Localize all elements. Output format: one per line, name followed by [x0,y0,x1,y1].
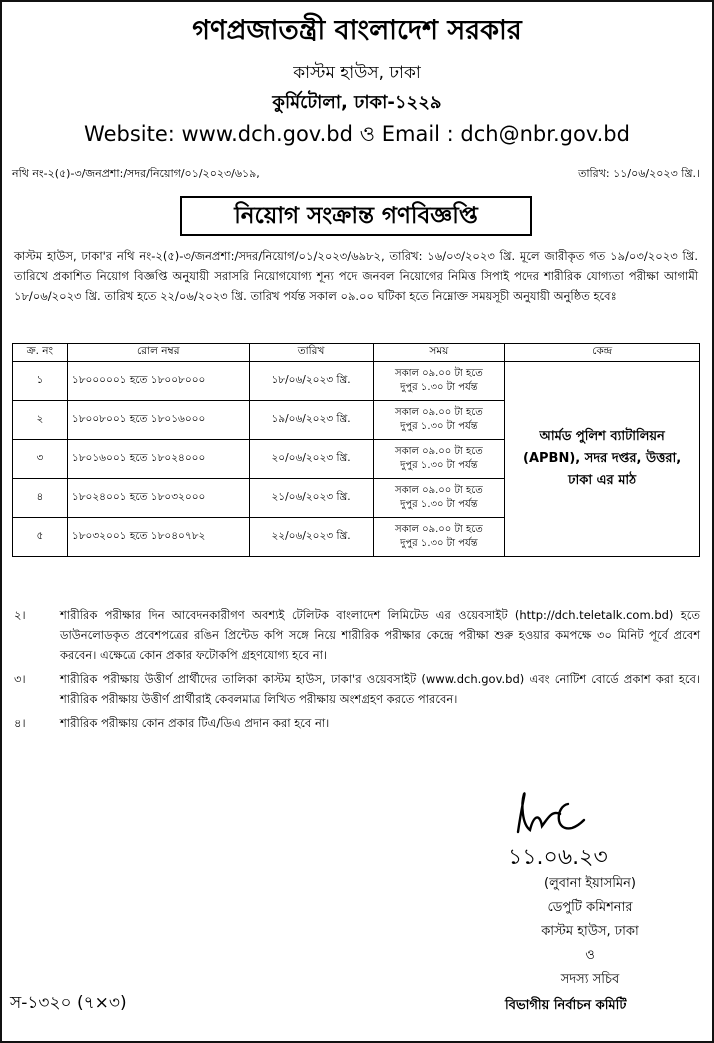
signatory-committee: বিভাগীয় নির্বাচন কমিটি [505,998,627,1013]
schedule-table [12,343,700,557]
notice-title: নিয়োগ সংক্রান্ত গণবিজ্ঞপ্তি [180,196,532,236]
col-roll: রোল নম্বর [67,344,249,362]
row-serial: ৩ [13,440,68,479]
instruction-list [14,605,700,737]
intro-paragraph: কাস্টম হাউস, ঢাকা'র নথি নং-২(৫)-৩/জনপ্রশা:/সদর/নিয়োগ/০১/২০২৩/৬৯৮২, তারিখ: ১৬/০৩/২০২৩ খ্রি. মূলে জারীকৃত গত ১৯/০৩/২০২৩ খ্রি. তারিখে প্রকাশিত নিয়োগ বিজ্ঞপ্তি অনুযায়ী সরাসরি নিয়োগযোগ্য শূন্য পদে জনবল নিয়োগের নিমিত্ত সিপাই পদের শারীরিক যোগ্যতা পরীক্ষা আগামী ১৮/০৬/২০২৩ খ্রি. তারিখ হতে ২২/০৬/২০২৩ খ্রি. তারিখ পর্যন্ত সকাল ০৯.০০ ঘটিকা হতে নিম্নোক্ত সময়সূচী অনুযায়ী অনুষ্ঠিত হবেঃ [14,249,698,303]
signatory-role: সদস্য সচিব [560,972,620,987]
memo-date: তারিখ: ১১/০৬/২০২৩ খ্রি.। [578,167,700,180]
item-number: ২। [14,608,26,622]
item-text: শারীরিক পরীক্ষার দিন আবেদনকারীগণ অবশ্যই টেলিটক বাংলাদেশ লিমিটেড এর ওয়েবসাইট (http://dch.teletalk.com.bd) হতে ডাউনলোডকৃত প্রবেশপত্রের রঙিন প্রিন্টেড কপি সঙ্গে নিয়ে শারীরিক পরীক্ষার কেন্দ্রে পরীক্ষা শুরু হওয়ার কমপক্ষে ৩০ মিনিট পূর্বে প্রবেশ করবেন। এক্ষেত্রে কোন প্রকার ফটোকপি গ্রহণযোগ্য হবে না। [60,608,700,662]
list-item [14,713,700,733]
exam-center: আর্মড পুলিশ ব্যাটালিয়ন (APBN), সদর দপ্তর, উত্তরা, ঢাকা এর মাঠ [505,362,700,557]
signature-date: ১১.০৬.২৩ [508,845,608,870]
row-time [373,518,505,557]
signatory-name: (লুবানা ইয়াসমিন) [544,876,636,891]
list-item [14,669,700,709]
row-roll: ১৮০১৬০০১ হতে ১৮০২৪০০০ [67,440,249,479]
col-date: তারিখ [249,344,373,362]
time-end: দুপুর ১.৩০ টা পর্যন্ত [400,460,478,471]
office-name: কাস্টম হাউস, ঢাকা [293,63,421,83]
handwritten-signature [512,784,592,840]
time-start: সকাল ০৯.০০ টা হতে [394,407,483,418]
time-end: দুপুর ১.৩০ টা পর্যন্ত [400,499,478,510]
col-serial: ক্র. নং [13,344,68,362]
row-serial: ১ [13,362,68,401]
col-time: সময় [373,344,505,362]
row-date: ২১/০৬/২০২৩ খ্রি. [249,479,373,518]
row-roll: ১৮০২৪০০১ হতে ১৮০৩২০০০ [67,479,249,518]
col-center: কেন্দ্র [505,344,700,362]
signatory-office: কাস্টম হাউস, ঢাকা [541,924,639,939]
row-roll: ১৮০০৮০০১ হতে ১৮০১৬০০০ [67,401,249,440]
row-serial: ৫ [13,518,68,557]
row-date: ২০/০৬/২০২৩ খ্রি. [249,440,373,479]
signatory-block [480,872,700,992]
time-end: দুপুর ১.৩০ টা পর্যন্ত [400,382,478,393]
list-item [14,605,700,665]
contact-line: Website: www.dch.gov.bd ও Email : dch@nbr.gov.bd [84,122,630,146]
row-time [373,440,505,479]
row-time [373,401,505,440]
row-serial: ৪ [13,479,68,518]
row-date: ১৮/০৬/২০২৩ খ্রি. [249,362,373,401]
time-start: সকাল ০৯.০০ টা হতে [394,368,483,379]
time-end: দুপুর ১.৩০ টা পর্যন্ত [400,421,478,432]
print-code: স-১৩২০ (৭×৩) [10,993,127,1013]
row-date: ১৯/০৬/২০২৩ খ্রি. [249,401,373,440]
row-time [373,362,505,401]
time-start: সকাল ০৯.০০ টা হতে [394,446,483,457]
table-row [13,362,700,401]
time-end: দুপুর ১.৩০ টা পর্যন্ত [400,538,478,549]
item-number: ৩। [14,672,26,686]
row-roll: ১৮০০০০০১ হতে ১৮০০৮০০০ [67,362,249,401]
signatory-designation: ডেপুটি কমিশনার [547,900,633,915]
time-start: সকাল ০৯.০০ টা হতে [394,485,483,496]
row-roll: ১৮০৩২০০১ হতে ১৮০৪০৭৮২ [67,518,249,557]
item-number: ৪। [14,716,26,730]
table-header-row [13,344,700,362]
time-start: সকাল ০৯.০০ টা হতে [394,524,483,535]
row-date: ২২/০৬/২০২৩ খ্রি. [249,518,373,557]
office-address: কুর্মিটোলা, ঢাকা-১২২৯ [272,92,442,113]
item-text: শারীরিক পরীক্ষায় কোন প্রকার টিএ/ডিএ প্রদান করা হবে না। [60,716,330,730]
row-serial: ২ [13,401,68,440]
item-text: শারীরিক পরীক্ষায় উত্তীর্ণ প্রার্থীদের তালিকা কাস্টম হাউস, ঢাকা'র ওয়েবসাইট (www.dch.gov.bd) এবং নোটিশ বোর্ডে প্রকাশ করা হবে। শারীরিক পরীক্ষায় উত্তীর্ণ প্রার্থীরাই কেবলমাত্র লিখিত পরীক্ষায় অংশগ্রহণ করতে পারবেন। [60,672,700,706]
govt-heading: গণপ্রজাতন্ত্রী বাংলাদেশ সরকার [192,15,522,46]
signatory-and: ও [585,948,595,963]
memo-number: নথি নং-২(৫)-৩/জনপ্রশা:/সদর/নিয়োগ/০১/২০২৩/৬১৯, [12,167,260,180]
row-time [373,479,505,518]
